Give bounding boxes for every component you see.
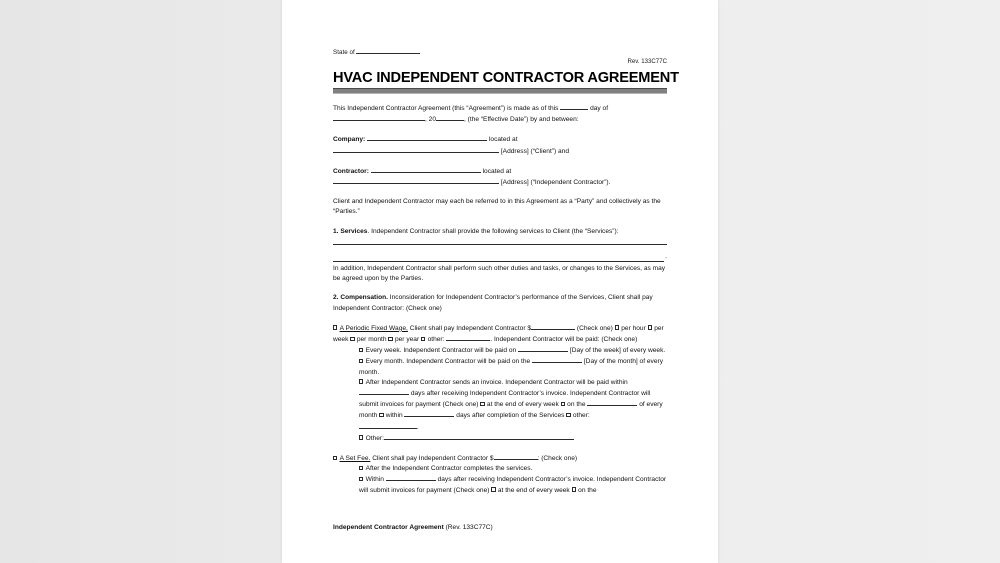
label-other-line: Other: — [365, 434, 384, 442]
periodic-fixed-wage-lead: Client shall pay Independent Contractor $ — [407, 324, 532, 332]
every-month-text-a: Every month. Independent Contractor will be paid on the — [365, 358, 531, 366]
wage-other-blank — [446, 334, 490, 341]
contractor-name-blank — [371, 166, 481, 173]
set-fee-check-one: : (Check one) — [537, 455, 578, 463]
periodic-wage-check-one: (Check one) — [576, 324, 613, 332]
intro-line1-a: This Independent Contractor Agreement (this “Agreement”) is made as of this — [333, 105, 559, 112]
label-set-fee-on-the: on the — [578, 486, 597, 494]
section-1-number: 1. Services — [333, 227, 368, 235]
company-located-at: located at — [488, 136, 518, 144]
option-periodic-fixed-wage — [333, 323, 667, 345]
sub-option-every-week — [333, 345, 667, 356]
revision-top: Rev. 133C77C — [627, 58, 667, 65]
set-fee-title: A Set Fee. — [339, 455, 371, 463]
state-of-line — [333, 47, 420, 56]
checkbox-per-year[interactable] — [388, 337, 392, 341]
checkbox-periodic-fixed-wage[interactable] — [333, 325, 337, 329]
section-2-number: 2. Compensation. — [333, 294, 388, 302]
checkbox-wage-other[interactable] — [421, 337, 425, 341]
intro-day-blank — [560, 103, 588, 110]
option-set-fee — [333, 453, 667, 464]
set-fee-within-days-blank — [386, 474, 436, 481]
periodic-wage-amount-blank — [531, 323, 575, 330]
company-block — [333, 134, 667, 156]
every-month-text-b: [Day of the month] of every month. — [359, 358, 664, 376]
checkbox-on-the[interactable] — [561, 402, 565, 406]
sub-option-every-month — [333, 356, 667, 377]
label-days-after-completion: days after completion of the Services — [456, 412, 565, 420]
periodic-fixed-wage-title: A Periodic Fixed Wage, — [339, 324, 408, 332]
section-1-services — [333, 227, 667, 237]
label-on-the: on the — [567, 401, 586, 409]
label-set-fee-within: Within — [365, 476, 384, 484]
every-week-day-blank — [518, 345, 568, 352]
services-line-2-period: . — [665, 252, 667, 260]
company-label: Company: — [333, 136, 366, 144]
checkbox-every-month[interactable] — [359, 359, 363, 363]
checkbox-within-days[interactable] — [379, 413, 383, 417]
services-blank-line-1 — [333, 244, 667, 245]
contractor-block — [333, 166, 667, 188]
page-footer — [333, 524, 493, 531]
page-title: HVAC INDEPENDENT CONTRACTOR AGREEMENT — [333, 70, 679, 86]
intro-line2-a: , 20 — [425, 116, 436, 124]
after-invoice-other-period: . — [417, 423, 419, 431]
intro-line1-b: day of — [590, 105, 609, 112]
intro-paragraph — [333, 103, 667, 125]
title-underline-bar — [333, 88, 667, 94]
label-wage-other: other: — [427, 336, 445, 344]
section-2-compensation — [333, 293, 667, 313]
sub-option-after-invoice — [333, 378, 667, 422]
label-per-year: per year — [394, 336, 420, 344]
set-fee-lead: Client shall pay Independent Contractor $ — [370, 455, 494, 463]
company-address-tail: [Address] (“Client”) and — [500, 147, 570, 155]
section-1-addition: In addition, Independent Contractor shall perform such other duties and tasks, or changes to the Services, as may be agreed upon by the Parties. — [333, 265, 666, 283]
state-of-blank — [356, 47, 420, 54]
label-per-week: per week — [333, 324, 664, 344]
every-month-day-blank — [532, 356, 582, 363]
label-per-hour: per hour — [621, 324, 646, 332]
checkbox-per-week[interactable] — [648, 325, 652, 329]
checkbox-after-invoice[interactable] — [359, 379, 363, 383]
company-name-blank — [367, 134, 487, 141]
checkbox-set-fee[interactable] — [333, 456, 337, 460]
checkbox-wage-other-line[interactable] — [359, 435, 363, 439]
every-week-text-a: Every week. Independent Contractor will be paid on — [365, 347, 517, 355]
footer-title: Independent Contractor Agreement — [333, 524, 444, 531]
document-page — [282, 0, 718, 563]
label-after-completion: After the Independent Contractor completes the services. — [365, 465, 533, 473]
page-header — [333, 47, 667, 67]
contractor-address-blank — [333, 177, 499, 184]
contractor-located-at: located at — [482, 167, 512, 175]
checkbox-set-fee-within[interactable] — [359, 477, 363, 481]
set-fee-amount-blank — [494, 453, 538, 460]
intro-year-blank — [436, 114, 464, 121]
checkbox-set-fee-on-the[interactable] — [572, 487, 576, 491]
intro-line2-b: , (the “Effective Date”) by and between: — [464, 116, 579, 124]
sub-option-set-fee-within — [333, 474, 667, 495]
after-invoice-days-blank — [359, 388, 409, 395]
contractor-label: Contractor: — [333, 167, 369, 175]
footer-revision: (Rev. 133C77C) — [443, 524, 493, 531]
services-blank-line-2-rule — [333, 254, 664, 262]
section-2-text: Inconsideration for Independent Contractor’s performance of the Services, Client shall pay Independent Contractor: (Check one) — [333, 294, 653, 312]
checkbox-end-of-every-week[interactable] — [480, 402, 484, 406]
after-invoice-text-b: days after receiving Independent Contractor’s invoice. Independent Contractor will submit invoices for payment (Check one) — [359, 390, 651, 409]
within-days-blank — [404, 410, 454, 417]
checkbox-after-completion[interactable] — [359, 466, 363, 470]
checkbox-set-fee-end-week[interactable] — [491, 487, 495, 491]
other-line-blank — [384, 433, 574, 440]
label-invoice-other: other: — [572, 412, 590, 420]
contractor-address-tail: [Address] (“Independent Contractor”). — [500, 179, 611, 187]
label-set-fee-within-b: days after receiving Independent Contractor’s invoice. Independent Contractor will submit invoices for payment (Check one) — [359, 476, 667, 494]
sub-option-other — [333, 433, 667, 444]
checkbox-invoice-other[interactable] — [566, 413, 570, 417]
label-set-fee-end-week: at the end of every week — [497, 486, 570, 494]
company-address-blank — [333, 146, 499, 153]
checkbox-per-month[interactable] — [350, 337, 354, 341]
every-week-text-b: [Day of the week] of every week. — [569, 347, 666, 355]
services-blank-line-2 — [333, 252, 667, 262]
after-invoice-text-a: After Independent Contractor sends an invoice. Independent Contractor will be paid within — [365, 378, 628, 386]
after-invoice-other-blank-row — [333, 422, 667, 433]
checkbox-every-week[interactable] — [359, 348, 363, 352]
sub-option-after-completion — [333, 464, 667, 474]
parties-paragraph: Client and Independent Contractor may each be referred to in this Agreement as a “Party” and collectively as the “Parties.” — [333, 198, 661, 216]
section-1-text: . Independent Contractor shall provide the following services to Client (the “Services”): — [367, 227, 619, 235]
label-per-month: per month — [356, 336, 387, 344]
after-invoice-other-blank — [359, 422, 417, 429]
checkbox-per-hour[interactable] — [615, 325, 619, 329]
wage-paid-tail: . Independent Contractor will be paid: (Check one) — [490, 336, 638, 344]
state-of-label: State of — [333, 49, 355, 56]
intro-month-blank — [333, 114, 425, 121]
on-the-day-blank — [587, 399, 637, 406]
label-within: within — [385, 412, 403, 420]
label-of-every-month: of every month — [359, 401, 663, 420]
label-end-of-every-week: at the end of every week — [486, 401, 559, 409]
